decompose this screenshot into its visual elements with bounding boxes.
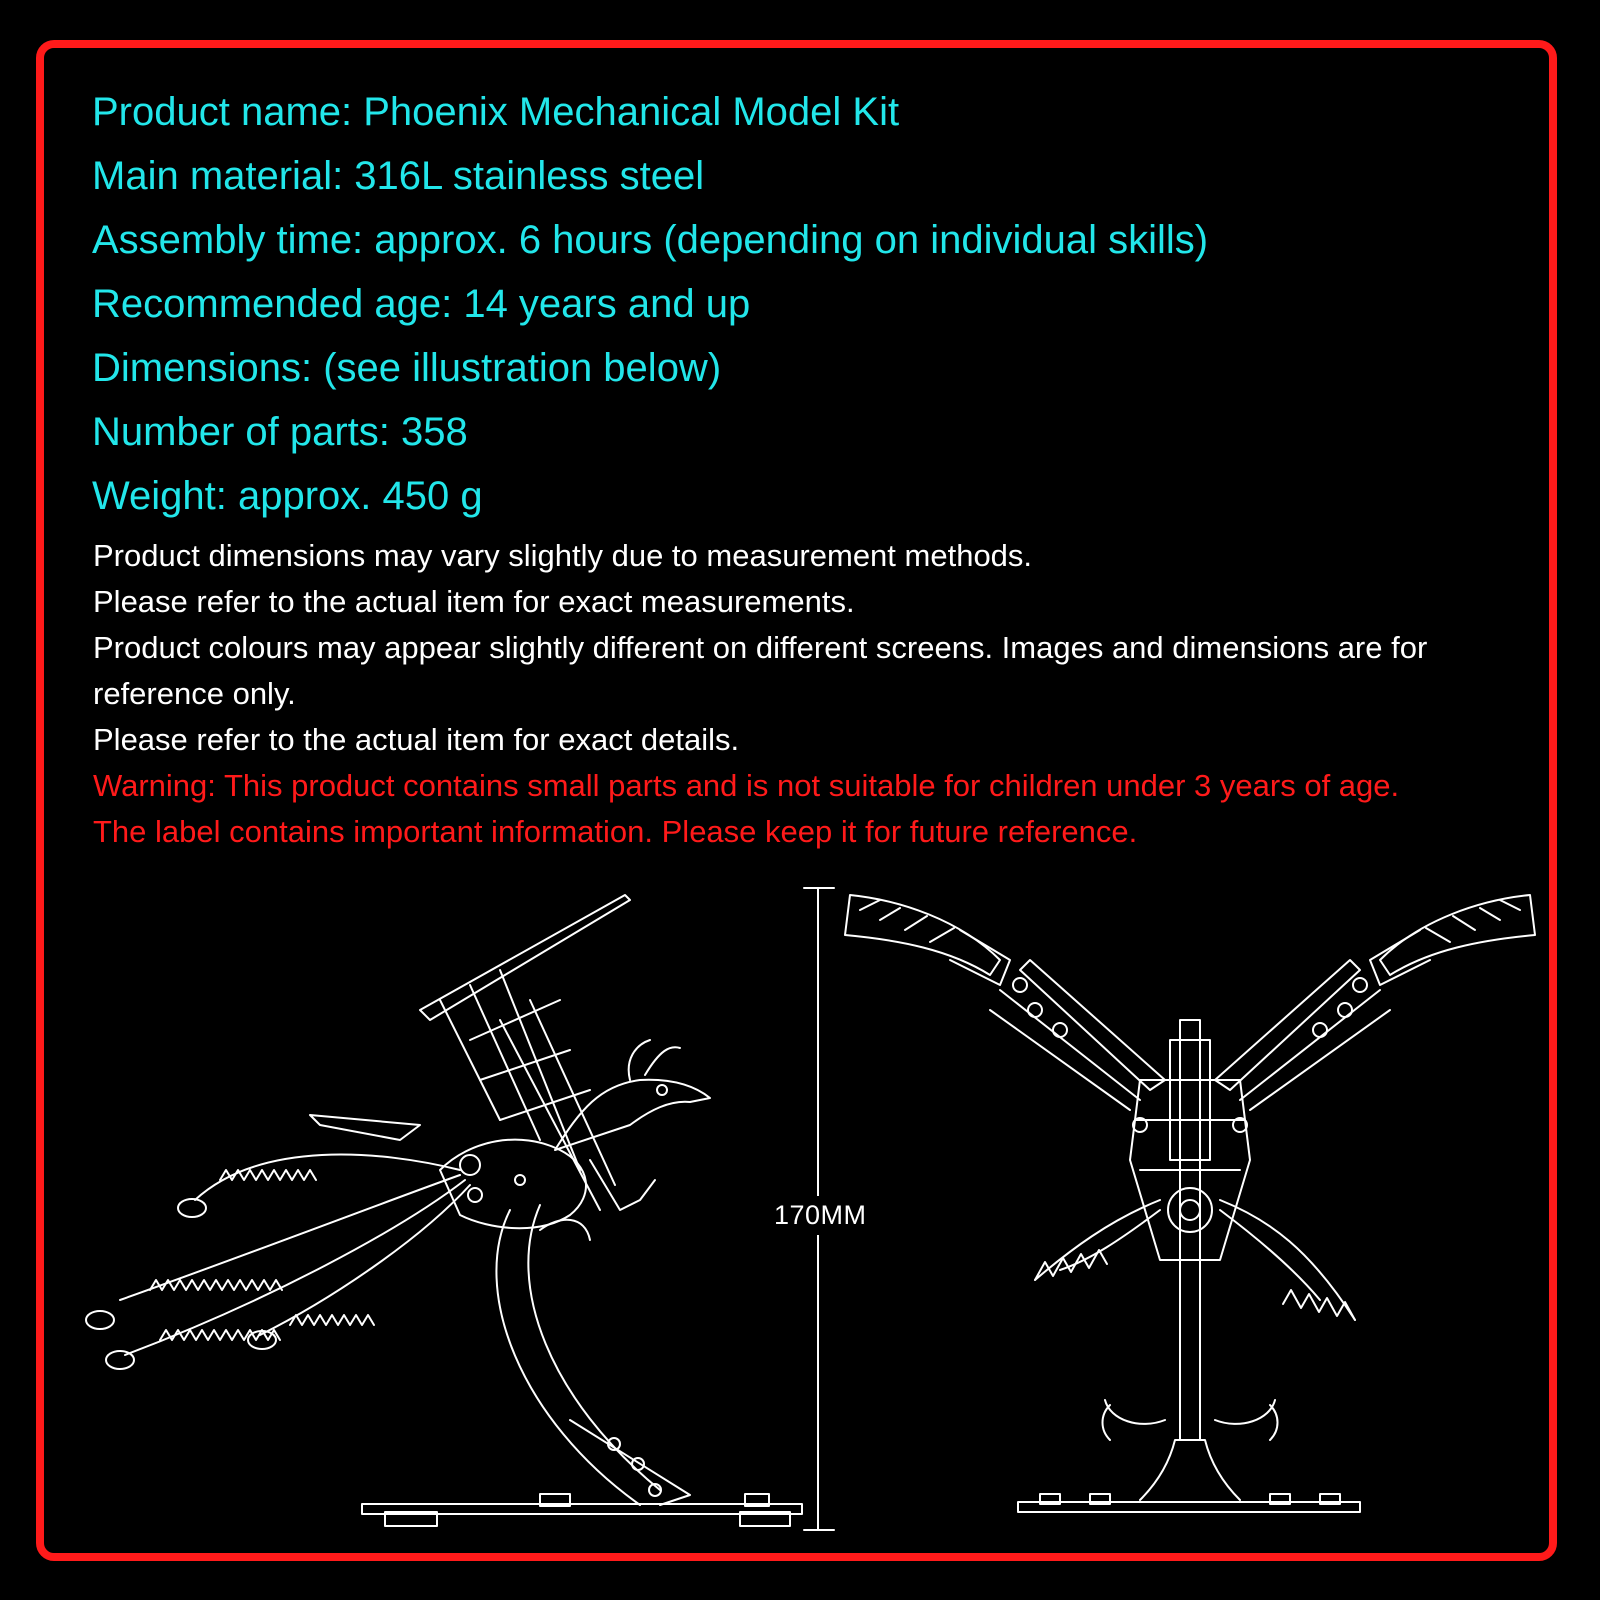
spec-recommended-age: Recommended age: 14 years and up [92,282,751,326]
spec-assembly-time: Assembly time: approx. 6 hours (depending on individual skills) [92,218,1209,262]
spec-number-of-parts: Number of parts: 358 [92,410,468,454]
warning-keep-label: The label contains important information. Please keep it for future reference. [93,814,1138,849]
phoenix-side-view [86,895,802,1526]
note-refer-measurements: Please refer to the actual item for exact measurements. [93,584,855,619]
warning-small-parts: Warning: This product contains small parts and is not suitable for children under 3 years of age. [93,768,1400,803]
note-dimensions-vary: Product dimensions may vary slightly due to measurement methods. [93,538,1033,573]
note-colours-vary: Product colours may appear slightly different on different screens. Images and dimensions are for reference only. [93,630,1428,711]
dimension-label: 170MM [772,1196,869,1235]
spec-main-material: Main material: 316L stainless steel [92,154,705,198]
spec-product-name: Product name: Phoenix Mechanical Model Kit [92,90,900,134]
note-refer-details: Please refer to the actual item for exact details. [93,722,740,757]
phoenix-front-view [845,895,1535,1512]
spec-weight: Weight: approx. 450 g [92,474,483,518]
spec-dimensions: Dimensions: (see illustration below) [92,346,722,390]
